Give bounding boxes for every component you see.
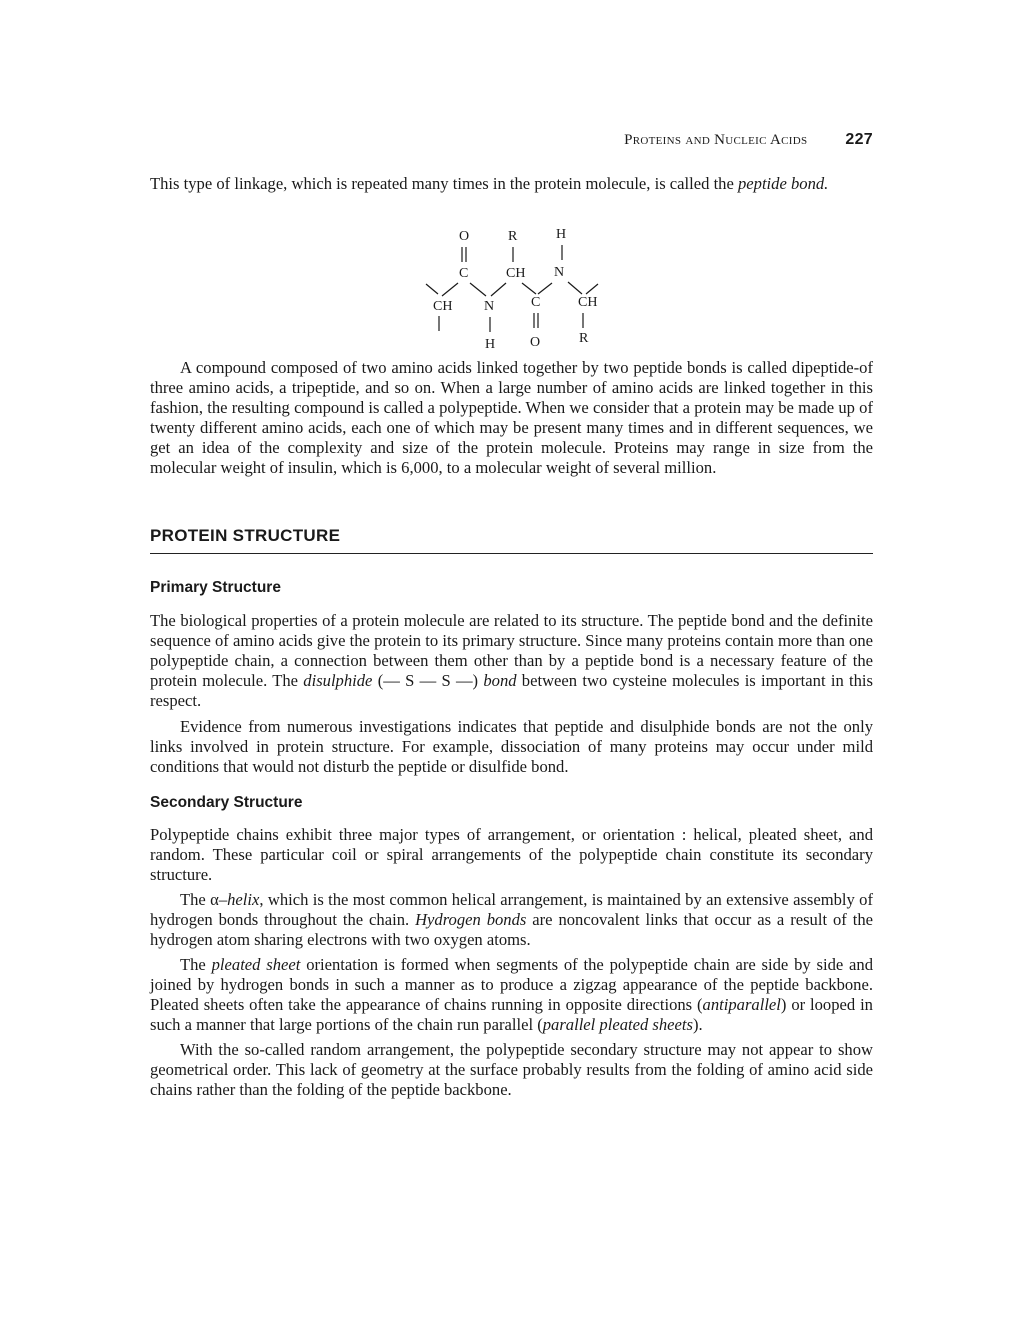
diagram-atom: CH: [433, 299, 453, 314]
secondary-paragraph-2: [150, 890, 873, 950]
secondary-structure-heading: Secondary Structure: [150, 794, 303, 811]
primary-paragraph-2: Evidence from numerous investigations indicates that peptide and disulphide bonds are not the only links involved in protein structure. For example, dissociation of many proteins may occur under mild conditions that would not disturb the peptide or disulfide bond.: [150, 717, 873, 776]
diagram-atom: N: [554, 265, 565, 280]
diagram-atom: R: [579, 331, 589, 346]
running-head: [150, 131, 873, 149]
text-run: ) or looped in such a manner that large portions of the chain run parallel (: [150, 995, 873, 1034]
diagram-atom: H: [556, 227, 567, 242]
text-run: The biological properties of a protein molecule are related to its structure. The peptide bond and the definite sequence of amino acids give the protein to its primary structure. Since many proteins contain more than one polypeptide chain, a connection between them other than by a peptide bond is a necessary feature of the protein molecule. The: [150, 611, 873, 690]
term-bond: bond: [483, 671, 517, 690]
text-run: ).: [692, 1015, 703, 1034]
diagram-atom: C: [531, 295, 541, 310]
term-disulphide: disulphide: [303, 671, 373, 690]
text-run: are noncovalent links that occur as a result of the hydrogen atom sharing electrons with two oxygen atoms.: [150, 910, 873, 949]
intro-term: peptide bond.: [737, 174, 829, 193]
text-run: The α: [180, 890, 219, 909]
peptide-bond-diagram: [410, 222, 610, 356]
term-antiparallel: antiparallel: [702, 995, 781, 1014]
text-run: (— S — S —): [372, 671, 484, 690]
secondary-paragraph-3: [150, 955, 873, 1035]
primary-structure-body: [150, 611, 873, 777]
running-head-title: Proteins and Nucleic Acids: [624, 132, 808, 148]
diagram-atom: O: [530, 335, 541, 350]
diagram-atom: H: [485, 337, 496, 352]
secondary-paragraph-1: Polypeptide chains exhibit three major types of arrangement, or orientation : helical, pleated sheet, and random. These particular coil or spiral arrangements of the polypeptide chain constitute its secondary structure.: [150, 825, 873, 884]
page-number: 227: [845, 131, 873, 148]
primary-structure-heading: Primary Structure: [150, 579, 281, 596]
diagram-atom: CH: [578, 295, 598, 310]
term-hydrogen-bonds: Hydrogen bonds: [415, 910, 527, 929]
text-run: , which is the most common helical arrangement, is maintained by an extensive assembly of hydrogen bonds throughout the chain.: [150, 890, 873, 929]
dipeptide-paragraph: A compound composed of two amino acids linked together by two peptide bonds is called dipeptide-of three amino acids, a tripeptide, and so on. When a large number of amino acids are linked together in this fashion, the resulting compound is called a polypeptide. When we consider that a protein may be made up of twenty different amino acids, each one of which may be present many times and in different sequences, we get an idea of the complexity and size of the protein molecule. Proteins may range in size from the molecular weight of insulin, which is 6,000, to a molecular weight of several million.: [150, 358, 873, 477]
text-run: between two cysteine molecules is important in this respect.: [150, 671, 873, 710]
section-heading: PROTEIN STRUCTURE: [150, 526, 873, 554]
primary-paragraph-1: [150, 611, 873, 711]
secondary-structure-body: [150, 825, 873, 1100]
term-pleated-sheet: pleated sheet: [211, 955, 301, 974]
intro-paragraph: [150, 174, 873, 194]
secondary-paragraph-4: With the so-called random arrangement, the polypeptide secondary structure may not appear to show geometrical order. This lack of geometry at the surface probably results from the folding of amino acid side chains rather than the folding of the peptide backbone.: [150, 1040, 873, 1099]
diagram-atom: R: [508, 229, 518, 244]
diagram-atom: N: [484, 299, 495, 314]
term-helix: –helix: [218, 890, 260, 909]
text-run: orientation is formed when segments of the polypeptide chain are side by side and joined by hydrogen bonds in such a manner as to produce a zigzag appearance of the peptide backbone. Pleated sheets often take the appearance of chains running in opposite directions (: [150, 955, 874, 1014]
text-run: The: [180, 955, 212, 974]
diagram-atom: C: [459, 266, 469, 281]
term-parallel-pleated-sheets: parallel pleated sheets: [542, 1015, 693, 1034]
diagram-atom: O: [459, 229, 470, 244]
intro-text: This type of linkage, which is repeated many times in the protein molecule, is called the: [150, 174, 738, 193]
diagram-atom: CH: [506, 266, 526, 281]
